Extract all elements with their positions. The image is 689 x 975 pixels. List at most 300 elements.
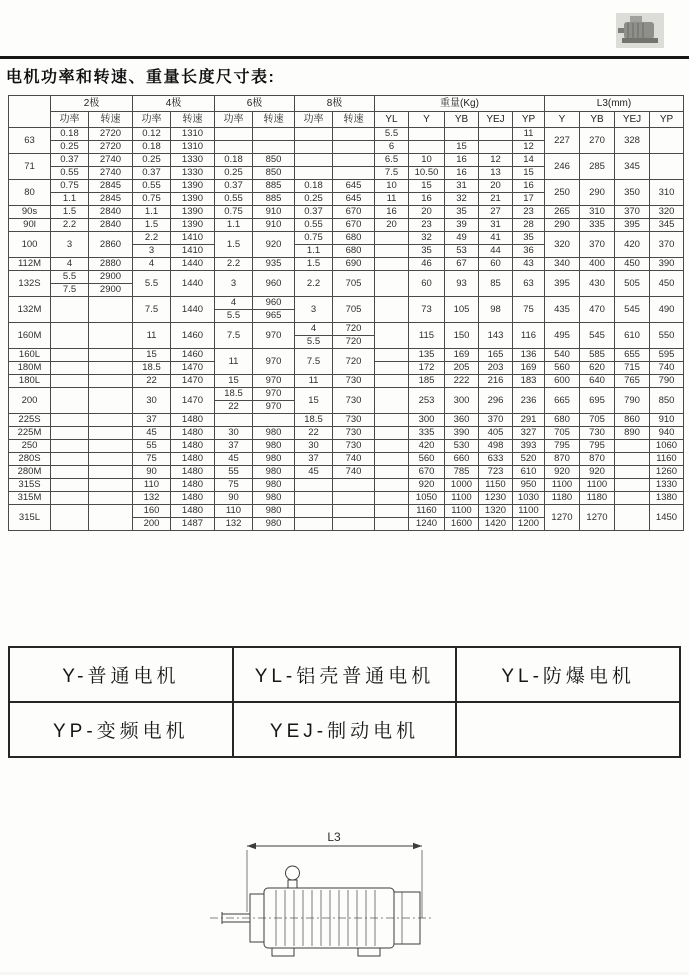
spec-table-cell: 183 — [513, 375, 545, 388]
spec-table-cell: 200 — [133, 518, 171, 531]
spec-table-cell — [375, 440, 409, 453]
spec-table-cell: 950 — [513, 479, 545, 492]
spec-table-cell: 370 — [615, 206, 650, 219]
spec-table-cell — [479, 128, 513, 141]
spec-table-cell: 370 — [580, 232, 615, 258]
spec-table-cell: 1390 — [171, 193, 215, 206]
spec-table-cell: 970 — [253, 401, 295, 414]
spec-table-cell: 135 — [409, 349, 445, 362]
spec-table-cell — [615, 466, 650, 479]
spec-table-cell: 1.5 — [295, 258, 333, 271]
spec-table-cell: 17 — [513, 193, 545, 206]
spec-table-cell: 300 — [409, 414, 445, 427]
spec-table-cell: 970 — [253, 388, 295, 401]
spec-table-cell: 970 — [253, 323, 295, 349]
spec-table-cell — [375, 323, 409, 349]
spec-table-cell: 7.5 — [133, 297, 171, 323]
spec-table-cell: 705 — [333, 297, 375, 323]
spec-table-cell: 940 — [650, 427, 684, 440]
spec-table-cell: 36 — [513, 245, 545, 258]
spec-table-cell: 0.12 — [133, 128, 171, 141]
spec-table-cell: 28 — [513, 219, 545, 232]
spec-table-cell: 1440 — [171, 271, 215, 297]
spec-table-cell: 75 — [215, 479, 253, 492]
spec-table-cell: 420 — [615, 232, 650, 258]
spec-table-cell: 327 — [513, 427, 545, 440]
spec-table-cell: 665 — [545, 388, 580, 414]
spec-table-cell: 1450 — [650, 505, 684, 531]
spec-table-cell: 640 — [580, 375, 615, 388]
spec-table-cell: 7.5 — [375, 167, 409, 180]
spec-table-cell: 960 — [253, 297, 295, 310]
spec-table-cell: 11 — [513, 128, 545, 141]
spec-table-cell: 18.5 — [215, 388, 253, 401]
spec-table-cell: 200 — [9, 388, 51, 414]
spec-table-cell: 1470 — [171, 375, 215, 388]
spec-table-cell: 1420 — [479, 518, 513, 531]
spec-table-cell: 2740 — [89, 167, 133, 180]
spec-table-cell: 5.5 — [295, 336, 333, 349]
spec-table-cell — [650, 128, 684, 154]
spec-table-cell: 16 — [375, 206, 409, 219]
spec-table-cell: 1310 — [171, 128, 215, 141]
title-rule — [0, 56, 689, 59]
spec-table-cell: 1480 — [171, 466, 215, 479]
spec-table-cell: 14 — [513, 154, 545, 167]
spec-table-cell — [375, 232, 409, 245]
spec-table-cell: 1.1 — [295, 245, 333, 258]
spec-table-cell: 4 — [215, 297, 253, 310]
spec-table-cell: 165 — [479, 349, 513, 362]
spec-table-cell: 1100 — [513, 505, 545, 518]
legend-cell: YEJ-制动电机 — [233, 702, 457, 757]
spec-table-cell: 80 — [9, 180, 51, 206]
legend-table — [8, 646, 681, 758]
spec-table-cell: 395 — [615, 219, 650, 232]
spec-table-cell: 705 — [333, 271, 375, 297]
spec-table-cell: 0.18 — [215, 154, 253, 167]
spec-table-cell: 105 — [445, 297, 479, 323]
spec-table-cell: 670 — [333, 219, 375, 232]
spec-table-cell: 110 — [215, 505, 253, 518]
spec-table-cell: 910 — [253, 219, 295, 232]
spec-table-cell: 2845 — [89, 193, 133, 206]
spec-table-cell: 1100 — [545, 479, 580, 492]
motor-drawing — [192, 830, 447, 970]
spec-table-cell: 180M — [9, 362, 51, 375]
spec-table-cell — [89, 479, 133, 492]
spec-table-cell: 15 — [445, 141, 479, 154]
spec-table-cell: 730 — [580, 427, 615, 440]
spec-table-cell: 63 — [9, 128, 51, 154]
spec-table-cell: 1150 — [479, 479, 513, 492]
spec-table-cell: 935 — [253, 258, 295, 271]
spec-table-cell: 790 — [650, 375, 684, 388]
spec-table-cell: 5.5 — [51, 271, 89, 284]
spec-table-cell: 980 — [253, 518, 295, 531]
spec-table-cell: 250 — [9, 440, 51, 453]
spec-table-cell: 540 — [545, 349, 580, 362]
spec-table-cell — [375, 505, 409, 518]
spec-table-cell — [51, 466, 89, 479]
spec-table-cell: 10 — [375, 180, 409, 193]
spec-table-cell: 225M — [9, 427, 51, 440]
spec-table-cell: 850 — [650, 388, 684, 414]
spec-table-cell: 715 — [615, 362, 650, 375]
spec-table-cell: 35 — [445, 206, 479, 219]
spec-table-cell — [333, 479, 375, 492]
spec-table-cell: 203 — [479, 362, 513, 375]
spec-table-cell: 310 — [580, 206, 615, 219]
spec-table-cell: 280S — [9, 453, 51, 466]
spec-table-cell: 860 — [615, 414, 650, 427]
spec-table-cell: 730 — [333, 427, 375, 440]
spec-table-cell — [615, 440, 650, 453]
spec-table-cell: 112M — [9, 258, 51, 271]
spec-table-cell: 1180 — [580, 492, 615, 505]
spec-table-cell — [615, 479, 650, 492]
spec-table-cell — [89, 440, 133, 453]
spec-table-cell: 870 — [580, 453, 615, 466]
spec-table-cell: 16 — [445, 154, 479, 167]
spec-table-cell: 20 — [479, 180, 513, 193]
spec-table-cell — [333, 167, 375, 180]
l3-dimension-line — [247, 843, 422, 918]
spec-table-cell: 980 — [253, 427, 295, 440]
spec-table-cell — [479, 141, 513, 154]
spec-table-cell — [253, 141, 295, 154]
spec-table-cell: 1.1 — [133, 206, 171, 219]
spec-table-cell — [51, 453, 89, 466]
spec-table-cell: 320 — [650, 206, 684, 219]
spec-table-cell: 1.1 — [51, 193, 89, 206]
spec-table-cell: 2720 — [89, 128, 133, 141]
spec-table-cell: 0.25 — [51, 141, 89, 154]
spec-table-cell: 90l — [9, 219, 51, 232]
spec-table-cell: 1440 — [171, 258, 215, 271]
spec-table-cell: 350 — [615, 180, 650, 206]
spec-table-cell: 216 — [479, 375, 513, 388]
motor-photo-thumbnail — [616, 13, 664, 53]
spec-table-cell: 1.1 — [215, 219, 253, 232]
spec-table-cell: 227 — [545, 128, 580, 154]
spec-table-cell: 610 — [513, 466, 545, 479]
spec-table-cell: 390 — [650, 258, 684, 271]
spec-table-cell: 71 — [9, 154, 51, 180]
spec-table-cell: 21 — [479, 193, 513, 206]
spec-table-cell — [333, 505, 375, 518]
spec-table-cell — [51, 414, 89, 427]
spec-header-cell: 功率 — [51, 112, 89, 128]
spec-table-cell: 1390 — [171, 206, 215, 219]
spec-table-cell — [333, 492, 375, 505]
spec-table-cell: 225S — [9, 414, 51, 427]
spec-table-cell — [295, 128, 333, 141]
spec-table-cell: 160M — [9, 323, 51, 349]
spec-table-cell: 290 — [580, 180, 615, 206]
spec-table-cell: 0.75 — [133, 193, 171, 206]
spec-table-cell: 2860 — [89, 232, 133, 258]
spec-table-cell — [89, 453, 133, 466]
spec-table-cell: 795 — [580, 440, 615, 453]
motor-photo-graphic — [616, 13, 664, 48]
spec-table-cell: 1410 — [171, 245, 215, 258]
spec-table-cell: 645 — [333, 193, 375, 206]
spec-table-cell: 545 — [580, 323, 615, 349]
spec-table-cell — [51, 297, 89, 323]
spec-table-cell: 1470 — [171, 388, 215, 414]
spec-table-cell: 222 — [445, 375, 479, 388]
spec-table-cell — [650, 154, 684, 180]
spec-table-cell: 730 — [333, 414, 375, 427]
motor-dimension-diagram — [192, 830, 447, 975]
spec-table-cell: 645 — [333, 180, 375, 193]
spec-table-cell — [51, 492, 89, 505]
spec-table-cell: 1030 — [513, 492, 545, 505]
spec-table-cell: 132M — [9, 297, 51, 323]
spec-table-cell: 970 — [253, 375, 295, 388]
spec-header-cell: 转速 — [89, 112, 133, 128]
spec-table-cell: 11 — [215, 349, 253, 375]
spec-table-cell: 328 — [615, 128, 650, 154]
spec-table-cell: 5.5 — [133, 271, 171, 297]
spec-table-cell: 450 — [615, 258, 650, 271]
spec-table-cell: 98 — [479, 297, 513, 323]
spec-table-cell: 340 — [545, 258, 580, 271]
spec-table-cell: 250 — [545, 180, 580, 206]
spec-table-cell — [51, 323, 89, 349]
spec-table-cell — [253, 414, 295, 427]
spec-table-cell: 1260 — [650, 466, 684, 479]
spec-table-cell — [215, 128, 253, 141]
spec-table-cell: 1100 — [445, 492, 479, 505]
legend-cell: YP-变频电机 — [9, 702, 233, 757]
spec-table-cell: 1230 — [479, 492, 513, 505]
spec-table-cell — [89, 505, 133, 531]
spec-header-cell: 功率 — [133, 112, 171, 128]
spec-table-cell: 885 — [253, 180, 295, 193]
spec-table-cell: 90 — [133, 466, 171, 479]
spec-table-cell — [89, 388, 133, 414]
spec-header-cell: 功率 — [215, 112, 253, 128]
spec-table-cell — [375, 453, 409, 466]
spec-table-cell: 723 — [479, 466, 513, 479]
spec-table-cell: 310 — [650, 180, 684, 206]
spec-table-cell: 32 — [445, 193, 479, 206]
legend-cell: YL-防爆电机 — [456, 647, 680, 702]
spec-table-cell — [333, 141, 375, 154]
spec-table-cell: 920 — [580, 466, 615, 479]
spec-table-cell: 143 — [479, 323, 513, 349]
spec-table-cell: 13 — [479, 167, 513, 180]
spec-table-cell — [51, 362, 89, 375]
spec-table-cell: 1100 — [445, 505, 479, 518]
spec-table-cell: 0.18 — [295, 180, 333, 193]
spec-header-cell: 转速 — [171, 112, 215, 128]
spec-table-cell — [51, 375, 89, 388]
spec-table-cell: 1160 — [409, 505, 445, 518]
spec-table-cell: 0.18 — [51, 128, 89, 141]
spec-table-cell: 1050 — [409, 492, 445, 505]
spec-table-cell: 11 — [295, 375, 333, 388]
spec-table-cell: 0.55 — [215, 193, 253, 206]
spec-table-cell: 0.55 — [295, 219, 333, 232]
spec-table-cell: 560 — [409, 453, 445, 466]
spec-table-cell: 670 — [333, 206, 375, 219]
spec-table-cell: 2880 — [89, 258, 133, 271]
spec-table-cell: 300 — [445, 388, 479, 414]
spec-table-cell: 2.2 — [215, 258, 253, 271]
spec-table-cell: 980 — [253, 505, 295, 518]
spec-table-cell: 169 — [445, 349, 479, 362]
spec-table-cell — [89, 323, 133, 349]
spec-table-cell: 965 — [253, 310, 295, 323]
spec-table-cell: 85 — [479, 271, 513, 297]
spec-table-cell: 960 — [253, 271, 295, 297]
spec-table-cell: 600 — [545, 375, 580, 388]
spec-header-cell: YB — [445, 112, 479, 128]
spec-table-cell: 660 — [445, 453, 479, 466]
spec-table-cell: 595 — [650, 349, 684, 362]
spec-table-cell: 60 — [409, 271, 445, 297]
spec-table-cell — [333, 128, 375, 141]
spec-table-cell: 0.55 — [51, 167, 89, 180]
spec-table-cell: 1320 — [479, 505, 513, 518]
spec-table-cell — [51, 505, 89, 531]
spec-table-cell: 1060 — [650, 440, 684, 453]
spec-table-cell — [375, 362, 409, 375]
spec-table-cell: 0.25 — [133, 154, 171, 167]
spec-table-cell: 16 — [445, 167, 479, 180]
spec-table-cell: 1270 — [545, 505, 580, 531]
spec-table-cell: 980 — [253, 466, 295, 479]
spec-table-cell: 67 — [445, 258, 479, 271]
spec-header-cell: L3(mm) — [545, 96, 684, 112]
spec-table-cell: 435 — [545, 297, 580, 323]
spec-table-cell: 360 — [445, 414, 479, 427]
spec-table-cell: 980 — [253, 440, 295, 453]
spec-table-cell: 132 — [215, 518, 253, 531]
spec-table-cell: 37 — [295, 453, 333, 466]
spec-table-cell: 31 — [445, 180, 479, 193]
spec-table-cell: 100 — [9, 232, 51, 258]
spec-table-cell — [89, 349, 133, 362]
spec-table-cell — [89, 492, 133, 505]
spec-table-cell: 5.5 — [215, 310, 253, 323]
spec-table-cell: 3 — [295, 297, 333, 323]
spec-table-cell — [375, 297, 409, 323]
spec-table-cell: 870 — [545, 453, 580, 466]
spec-header-cell: Y — [409, 112, 445, 128]
spec-table-cell: 705 — [580, 414, 615, 427]
spec-table-cell: 2.2 — [295, 271, 333, 297]
spec-table-cell: 390 — [445, 427, 479, 440]
spec-table-cell: 15 — [513, 167, 545, 180]
legend-cell: Y-普通电机 — [9, 647, 233, 702]
spec-table-cell: 910 — [650, 414, 684, 427]
spec-table-cell: 75 — [133, 453, 171, 466]
spec-table-cell — [215, 414, 253, 427]
spec-table-cell — [333, 518, 375, 531]
spec-table-cell: 1310 — [171, 141, 215, 154]
spec-table-cell: 2840 — [89, 206, 133, 219]
spec-header-cell: 功率 — [295, 112, 333, 128]
spec-table — [8, 95, 684, 531]
spec-table-cell: 169 — [513, 362, 545, 375]
spec-table-cell — [375, 479, 409, 492]
spec-table-cell: 370 — [479, 414, 513, 427]
spec-table-cell: 15 — [409, 180, 445, 193]
spec-table-body — [9, 96, 684, 531]
spec-table-cell: 695 — [580, 388, 615, 414]
spec-table-cell — [375, 349, 409, 362]
spec-table-cell: 7.5 — [51, 284, 89, 297]
spec-table-cell: 3 — [215, 271, 253, 297]
spec-table-cell: 18.5 — [295, 414, 333, 427]
spec-table-cell: 27 — [479, 206, 513, 219]
spec-table-cell: 0.75 — [295, 232, 333, 245]
spec-table-cell: 12 — [479, 154, 513, 167]
spec-table-cell: 15 — [295, 388, 333, 414]
spec-table-cell: 1390 — [171, 219, 215, 232]
spec-table-cell — [295, 167, 333, 180]
spec-table-cell: 730 — [333, 440, 375, 453]
spec-table-cell: 2900 — [89, 284, 133, 297]
spec-table-cell — [253, 128, 295, 141]
spec-table-cell: 53 — [445, 245, 479, 258]
spec-table-cell: 0.37 — [51, 154, 89, 167]
spec-table-cell — [89, 414, 133, 427]
spec-table-cell: 11 — [375, 193, 409, 206]
spec-table-cell: 420 — [409, 440, 445, 453]
spec-table-cell: 280M — [9, 466, 51, 479]
spec-table-cell: 20 — [409, 206, 445, 219]
spec-header-cell: YEJ — [479, 112, 513, 128]
eyebolt — [286, 866, 300, 888]
spec-table-cell: 885 — [253, 193, 295, 206]
spec-table-cell: 22 — [215, 401, 253, 414]
spec-table-cell: 1000 — [445, 479, 479, 492]
spec-table-cell: 1180 — [545, 492, 580, 505]
spec-header-cell: 4极 — [133, 96, 215, 112]
spec-table-cell: 680 — [333, 245, 375, 258]
spec-table-cell: 0.37 — [295, 206, 333, 219]
spec-table-cell: 0.18 — [133, 141, 171, 154]
spec-header-cell: YP — [650, 112, 684, 128]
spec-table-cell: 32 — [409, 232, 445, 245]
spec-table-cell: 980 — [253, 453, 295, 466]
spec-table-cell — [409, 128, 445, 141]
spec-table-cell: 690 — [333, 258, 375, 271]
spec-table-cell: 115 — [409, 323, 445, 349]
spec-table-cell: 20 — [375, 219, 409, 232]
spec-header-cell: YP — [513, 112, 545, 128]
spec-table-cell: 720 — [333, 336, 375, 349]
spec-table-cell: 45 — [295, 466, 333, 479]
spec-table-cell: 60 — [479, 258, 513, 271]
spec-table-cell: 73 — [409, 297, 445, 323]
spec-table-cell — [375, 492, 409, 505]
spec-table-cell: 1240 — [409, 518, 445, 531]
spec-table-cell: 1.5 — [133, 219, 171, 232]
spec-table-cell: 790 — [615, 388, 650, 414]
spec-table-cell: 730 — [333, 375, 375, 388]
spec-table-cell: 2840 — [89, 219, 133, 232]
spec-table-cell — [51, 427, 89, 440]
spec-table-cell: 0.25 — [215, 167, 253, 180]
spec-table-cell — [375, 518, 409, 531]
spec-table-cell: 55 — [133, 440, 171, 453]
